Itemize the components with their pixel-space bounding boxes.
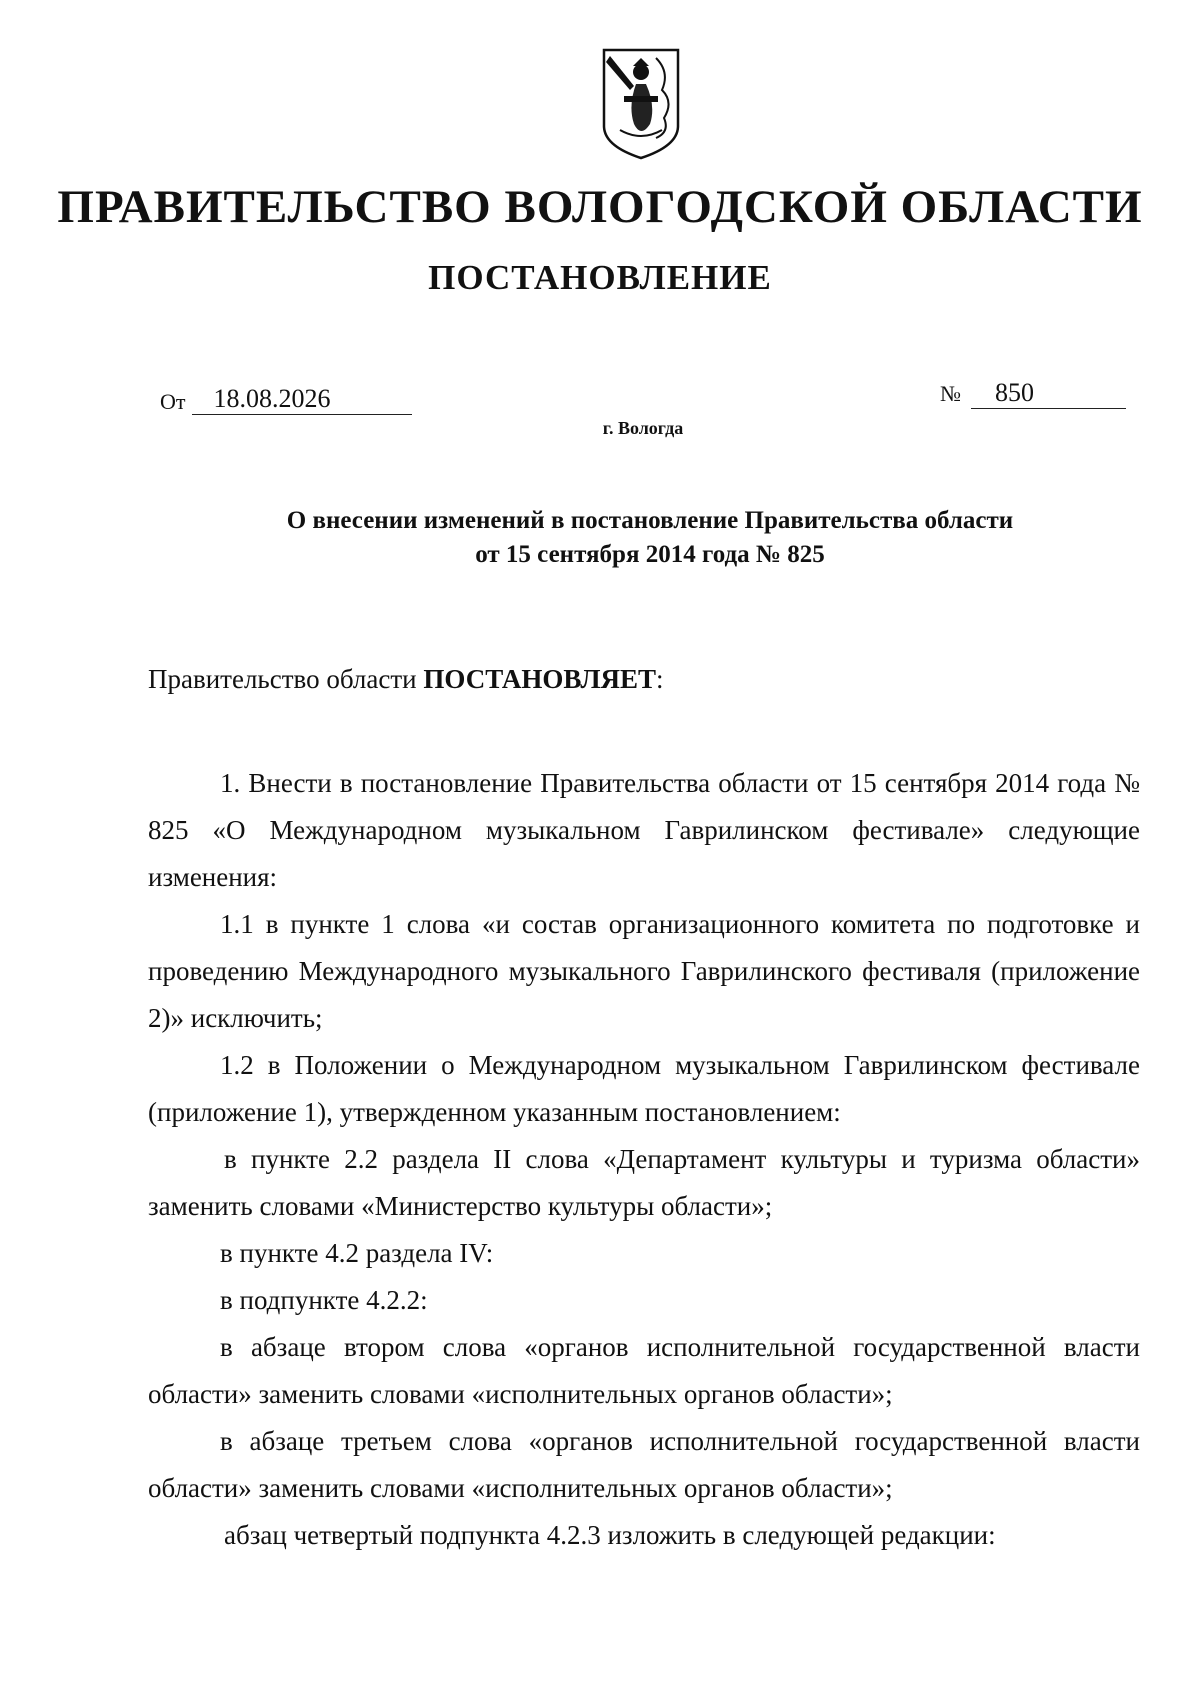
paragraph: в подпункте 4.2.2: xyxy=(220,1285,428,1315)
government-title: ПРАВИТЕЛЬСТВО ВОЛОГОДСКОЙ ОБЛАСТИ xyxy=(57,181,1143,233)
city: г. Вологда xyxy=(602,418,684,438)
subject-line-1: О внесении изменений в постановление Правительства области xyxy=(286,507,1014,534)
document-type: ПОСТАНОВЛЕНИЕ xyxy=(428,258,772,297)
intro-text: Правительство области xyxy=(148,664,424,694)
paragraph: в пункте 2.2 раздела II слова «Департамент культуры и туризма области» заменить словами «Министерство культуры области»; xyxy=(148,1144,1140,1221)
paragraph: в абзаце третьем слова «органов исполнительной государственной власти области» заменить словами «исполнительных органов области»; xyxy=(148,1426,1140,1503)
paragraph: 1.2 в Положении о Международном музыкальном Гаврилинском фестивале (приложение 1), утвержденном указанным постановлением: xyxy=(148,1050,1140,1127)
intro-end: : xyxy=(655,664,664,694)
date-block xyxy=(160,384,412,415)
subject-line-2: от 15 сентября 2014 года № 825 xyxy=(475,541,825,568)
intro-keyword: ПОСТАНОВЛЯЕТ xyxy=(423,664,656,694)
document-date: 18.08.2026 xyxy=(192,384,412,415)
document-subject xyxy=(150,504,1150,572)
paragraph: 1.1 в пункте 1 слова «и состав организационного комитета по подготовке и проведению Международного музыкального Гаврилинского фестиваля (приложение 2)» исключить; xyxy=(148,909,1140,1033)
coat-of-arms-icon xyxy=(600,46,682,162)
number-label: № xyxy=(940,381,961,406)
resolution-intro xyxy=(148,664,664,695)
document-number: 850 xyxy=(971,378,1126,409)
paragraph: 1. Внести в постановление Правительства области от 15 сентября 2014 года № 825 «О Международном музыкальном Гаврилинском фестивале» следующие изменения: xyxy=(148,768,1140,892)
paragraph: в абзаце втором слова «органов исполнительной государственной власти области» заменить словами «исполнительных органов области»; xyxy=(148,1332,1140,1409)
number-block xyxy=(940,378,1126,409)
paragraph: в пункте 4.2 раздела IV: xyxy=(220,1238,494,1268)
document-body xyxy=(148,760,1140,1559)
date-label: От xyxy=(160,389,186,414)
paragraph: абзац четвертый подпункта 4.2.3 изложить в следующей редакции: xyxy=(224,1520,996,1550)
